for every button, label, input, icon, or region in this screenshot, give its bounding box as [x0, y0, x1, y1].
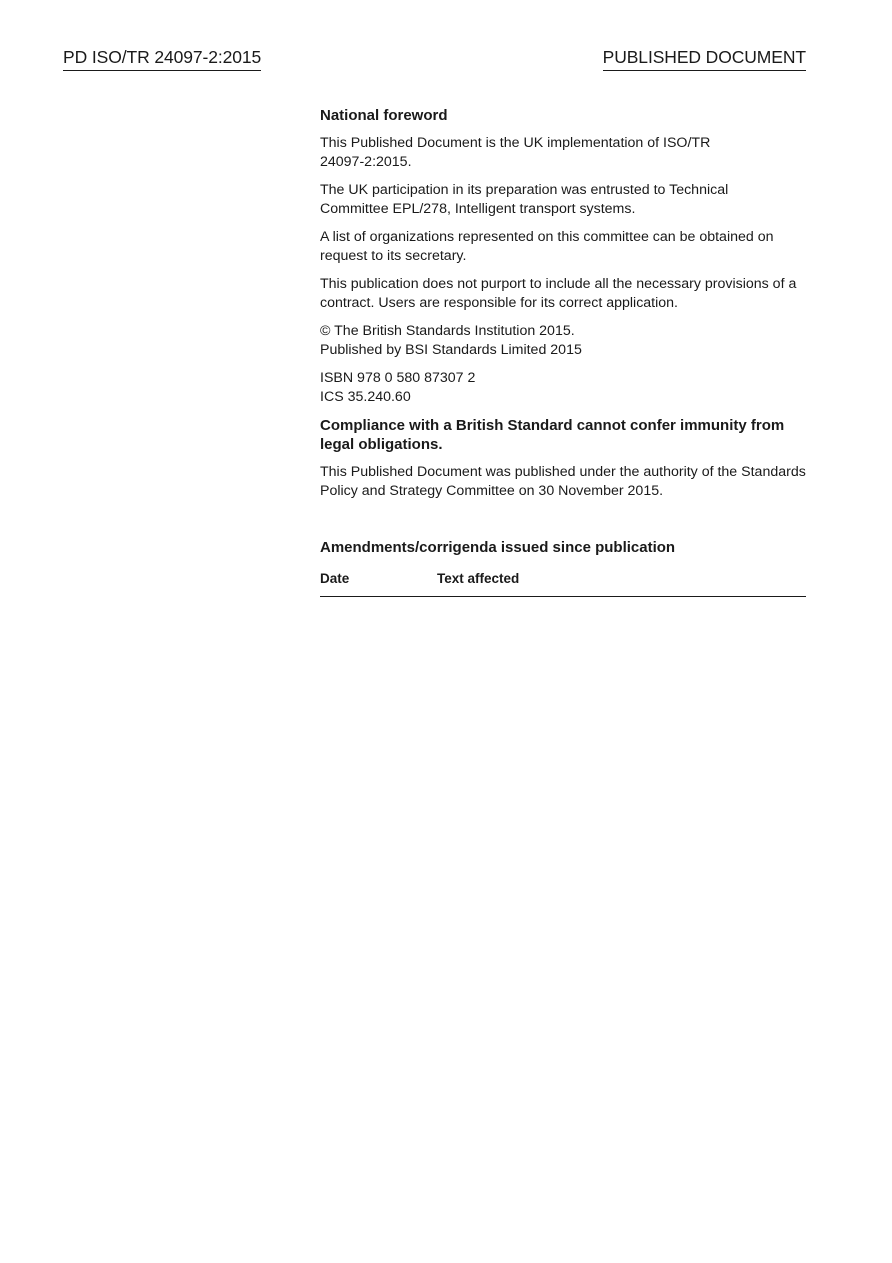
compliance-statement: Compliance with a British Standard cannot confer immunity from legal obligations.: [320, 416, 785, 453]
foreword-title: National foreword: [320, 107, 448, 124]
amendments-table: [320, 569, 806, 597]
authority-statement: This Published Document was published under the authority of the Standards Policy and Strategy Committee on 30 November 2015.: [320, 463, 806, 499]
identifiers-block: [320, 369, 806, 408]
amendments-title: Amendments/corrigenda issued since publication: [320, 538, 676, 556]
isbn-line: ISBN 978 0 580 87307 2: [320, 369, 476, 386]
national-foreword-section: [320, 106, 806, 597]
foreword-paragraph-organizations: A list of organizations represented on this committee can be obtained on request to its secretary.: [320, 228, 774, 264]
publisher-line: Published by BSI Standards Limited 2015: [320, 342, 582, 358]
foreword-paragraph-implementation: This Published Document is the UK implementation of ISO/TR 24097-2:2015.: [320, 134, 711, 170]
column-header-text-affected: Text affected: [437, 569, 806, 596]
copyright-line: © The British Standards Institution 2015.: [320, 322, 575, 339]
copyright-block: [320, 322, 806, 361]
foreword-paragraph-committee: The UK participation in its preparation was entrusted to Technical Committee EPL/278, Intelligent transport systems.: [320, 181, 729, 217]
document-id: PD ISO/TR 24097-2:2015: [63, 46, 261, 71]
document-type: PUBLISHED DOCUMENT: [603, 46, 806, 71]
ics-line: ICS 35.240.60: [320, 389, 411, 405]
foreword-paragraph-provisions: This publication does not purport to include all the necessary provisions of a contract. Users are responsible for its correct application.: [320, 275, 797, 311]
amendments-header-row: [320, 569, 806, 596]
column-header-date: Date: [320, 569, 437, 596]
